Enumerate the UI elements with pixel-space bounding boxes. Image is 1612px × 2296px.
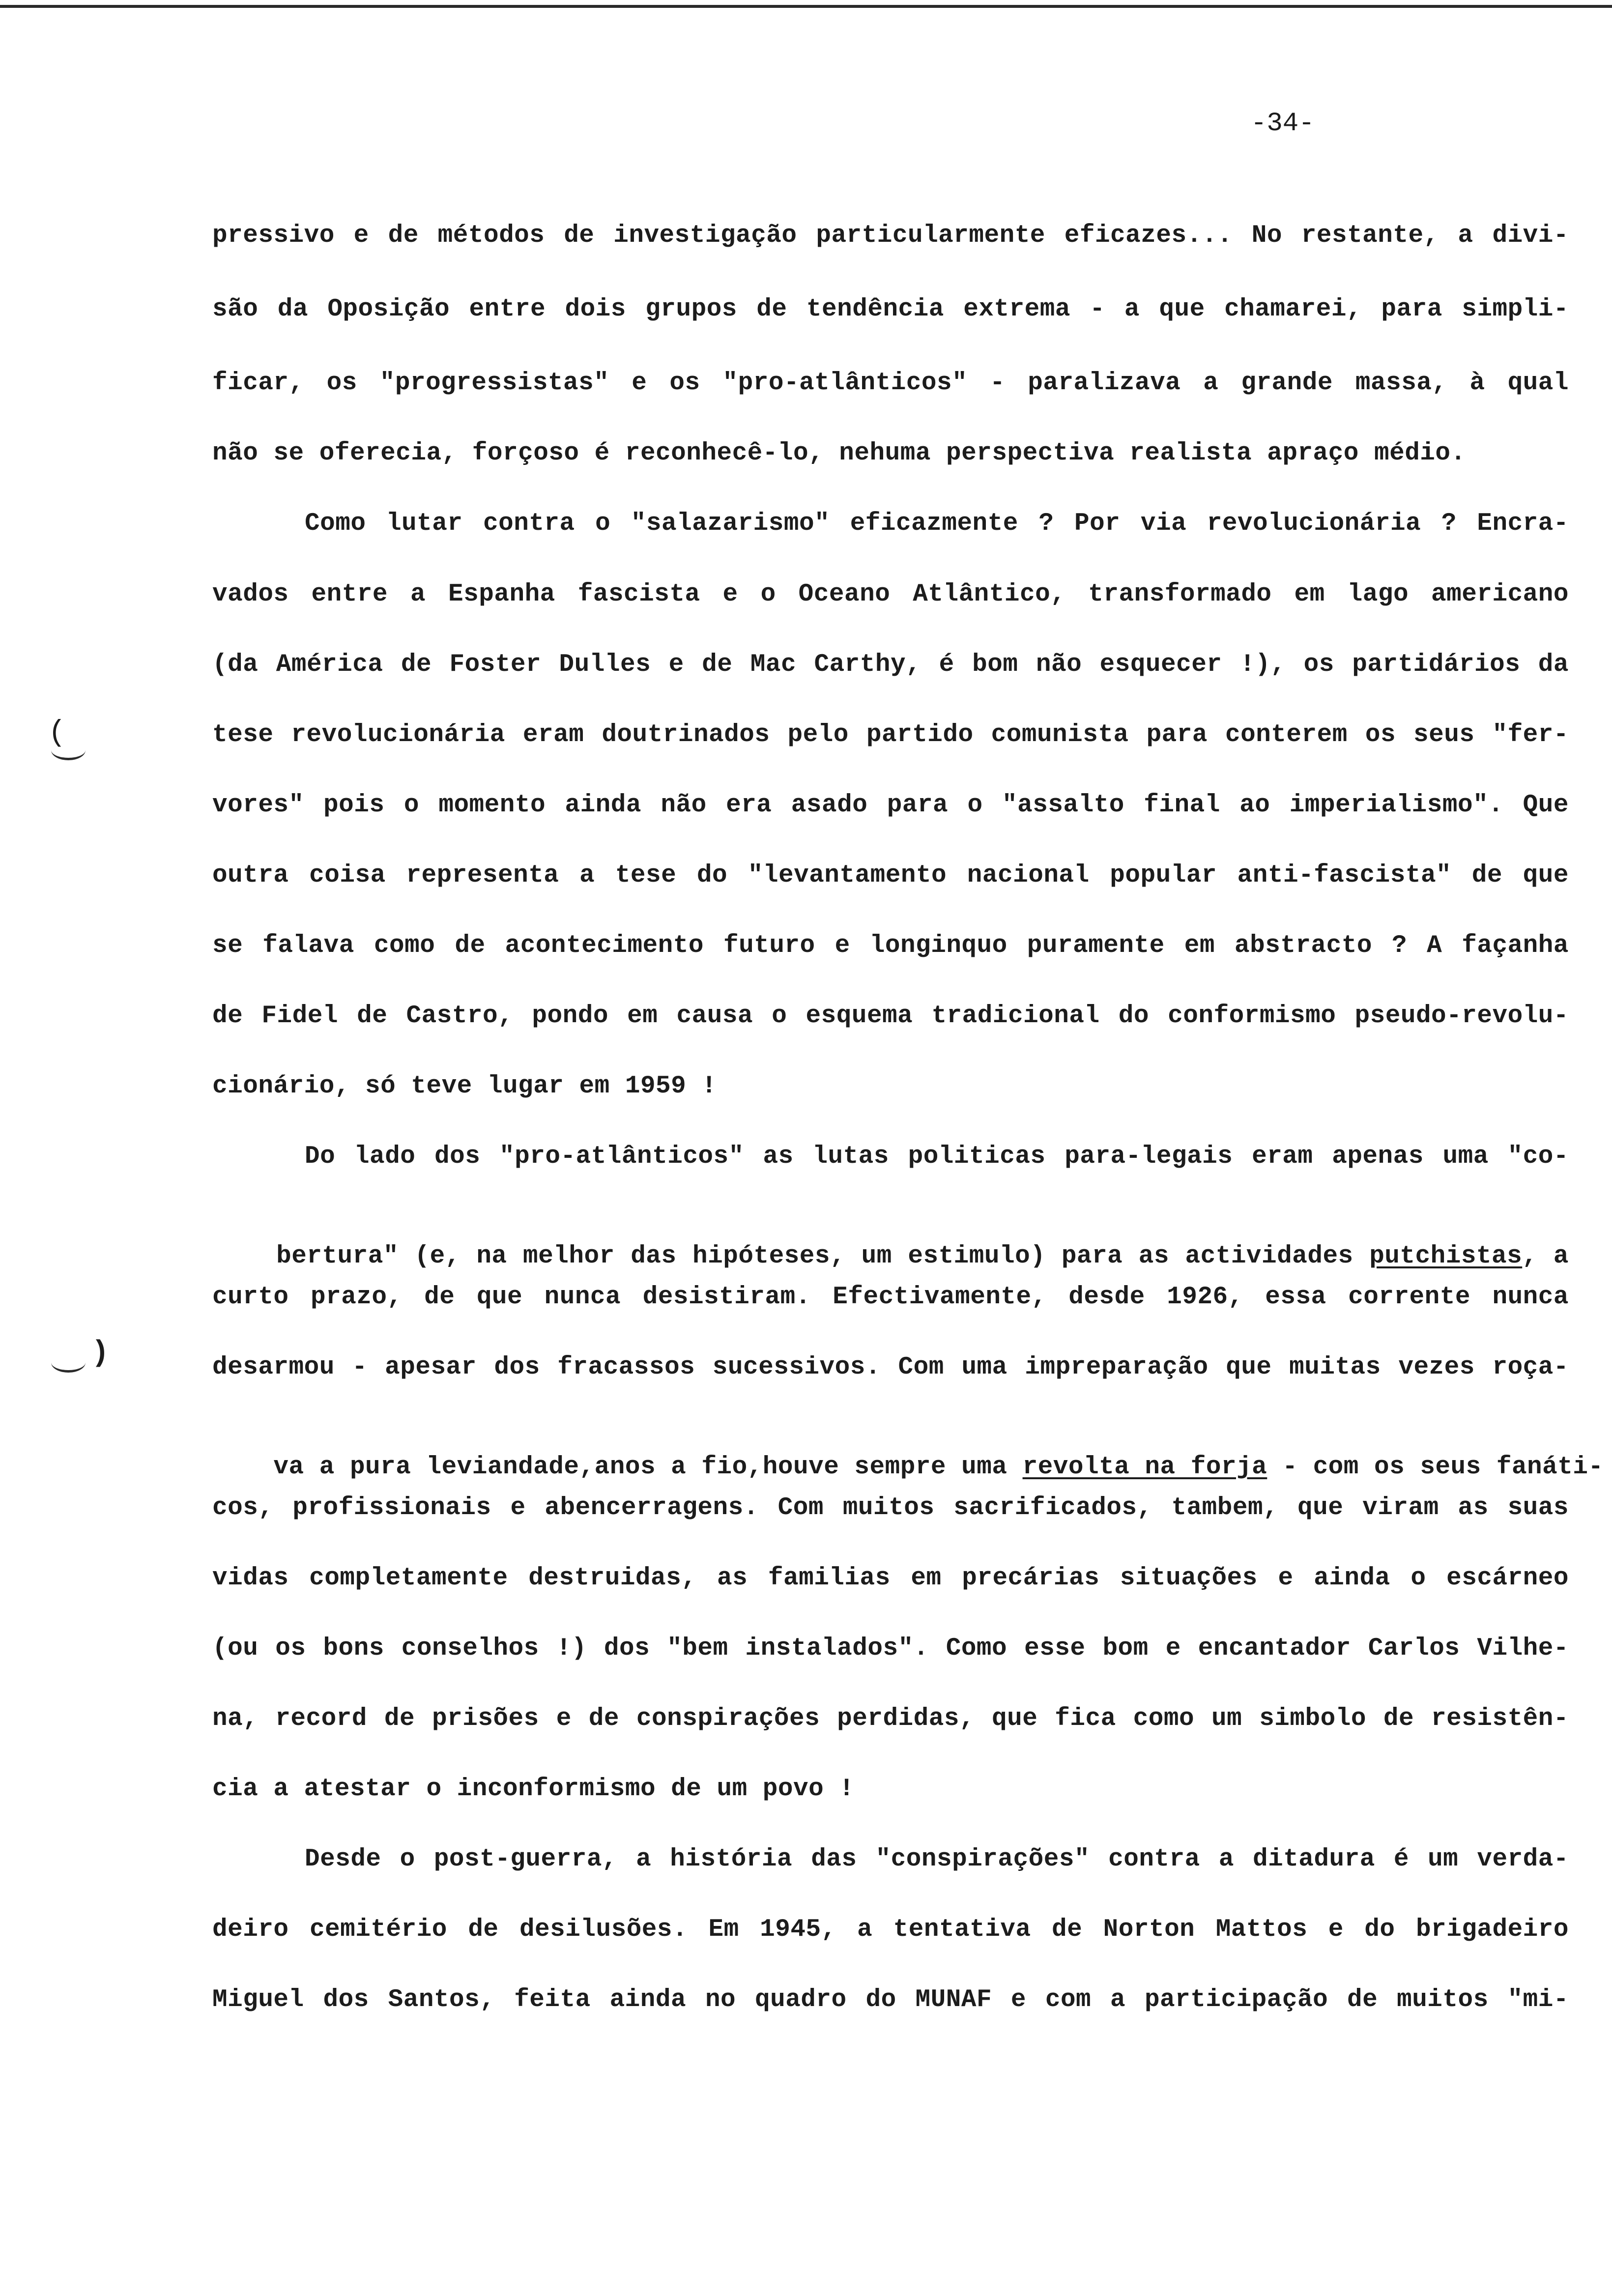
text-line: de Fidel de Castro, pondo em causa o esquema tradicional do conformismo pseudo-revolu- <box>212 1002 1569 1030</box>
margin-mark-close: ) <box>91 1337 110 1370</box>
text-fragment: va a pura leviandade,anos a fio,houve sempre uma <box>273 1453 1023 1481</box>
top-border-line <box>0 5 1612 8</box>
text-line: deiro cemitério de desilusões. Em 1945, a tentativa de Norton Mattos e do brigadeiro <box>212 1916 1569 1944</box>
text-line: são da Oposição entre dois grupos de tendência extrema - a que chamarei, para simpli- <box>212 295 1569 323</box>
text-line: cia a atestar o inconformismo de um povo ! <box>212 1775 855 1803</box>
text-line: vidas completamente destruidas, as familias em precárias situações e ainda o escárneo <box>212 1564 1569 1592</box>
margin-curve-lower <box>51 1352 86 1373</box>
text-line: não se oferecia, forçoso é reconhecê-lo, nehuma perspectiva realista apraço médio. <box>212 439 1466 467</box>
text-line: pressivo e de métodos de investigação particularmente eficazes... No restante, a divi- <box>212 222 1569 250</box>
margin-mark-open: ( <box>48 717 66 750</box>
text-line: desarmou - apesar dos fracassos sucessivos. Com uma impreparação que muitas vezes roça- <box>212 1353 1569 1381</box>
text-line <box>212 1423 1604 1481</box>
text-line: vores" pois o momento ainda não era asado para o "assalto final ao imperialismo". Que <box>212 791 1569 819</box>
text-line: Miguel dos Santos, feita ainda no quadro do MUNAF e com a participação de muitos "mi- <box>212 1986 1569 2014</box>
text-fragment: - com os seus fanáti- <box>1267 1453 1604 1481</box>
text-line <box>212 1212 1569 1270</box>
text-line: na, record de prisões e de conspirações perdidas, que fica como um simbolo de resistên- <box>212 1705 1569 1733</box>
margin-curve-upper <box>51 740 86 760</box>
text-line: (ou os bons conselhos !) dos "bem instalados". Como esse bom e encantador Carlos Vilhe- <box>212 1635 1569 1663</box>
text-line: cionário, só teve lugar em 1959 ! <box>212 1072 717 1100</box>
text-line: Do lado dos "pro-atlânticos" as lutas politicas para-legais eram apenas uma "co- <box>305 1143 1569 1171</box>
text-fragment: bertura" (e, na melhor das hipóteses, um estimulo) para as actividades <box>276 1242 1370 1270</box>
text-line: ficar, os "progressistas" e os "pro-atlânticos" - paralizava a grande massa, à qual <box>212 369 1569 397</box>
text-line: (da América de Foster Dulles e de Mac Carthy, é bom não esquecer !), os partidários da <box>212 651 1569 679</box>
underlined-phrase: revolta na forja <box>1022 1453 1267 1481</box>
text-line: vados entre a Espanha fascista e o Oceano Atlântico, transformado em lago americano <box>212 580 1569 608</box>
page-number: -34- <box>1251 109 1315 139</box>
text-fragment: , a <box>1522 1242 1569 1270</box>
text-line: curto prazo, de que nunca desistiram. Efectivamente, desde 1926, essa corrente nunca <box>212 1283 1569 1311</box>
text-line: se falava como de acontecimento futuro e longinquo puramente em abstracto ? A façanha <box>212 932 1569 960</box>
text-line: Como lutar contra o "salazarismo" eficazmente ? Por via revolucionária ? Encra- <box>305 510 1569 538</box>
text-line: cos, profissionais e abencerragens. Com muitos sacrificados, tambem, que viram as suas <box>212 1494 1569 1522</box>
text-line: tese revolucionária eram doutrinados pelo partido comunista para conterem os seus "fer- <box>212 721 1569 749</box>
underlined-phrase: putchistas <box>1369 1242 1523 1270</box>
text-line: outra coisa representa a tese do "levantamento nacional popular anti-fascista" de que <box>212 861 1569 890</box>
text-line: Desde o post-guerra, a história das "conspirações" contra a ditadura é um verda- <box>305 1845 1569 1873</box>
